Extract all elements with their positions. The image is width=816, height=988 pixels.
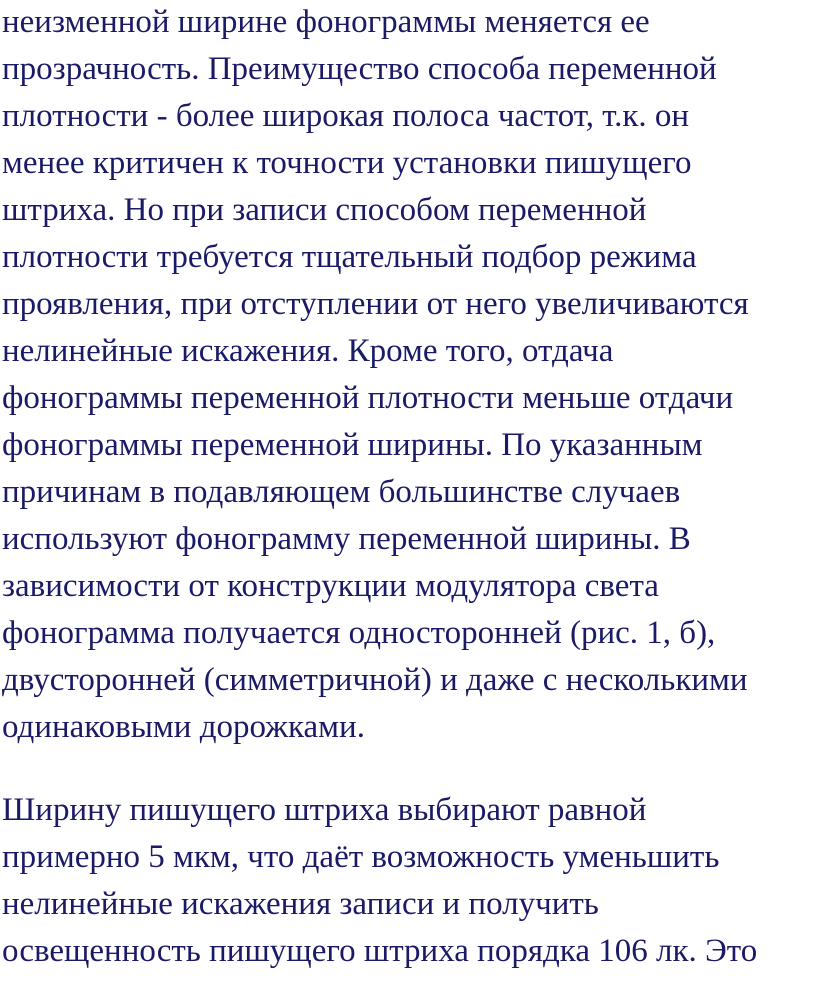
- paragraph-1-line: фонограмма получается односторонней (рис. 1, б),: [2, 615, 716, 651]
- paragraph-1-line: плотности требуется тщательный подбор режима: [2, 239, 697, 275]
- paragraph-1-line: фонограммы переменной плотности меньше отдачи: [2, 380, 734, 416]
- paragraph-1-line: проявления, при отступлении от него увеличиваются: [2, 286, 749, 322]
- paragraph-1-line: причинам в подавляющем большинстве случаев: [2, 474, 681, 510]
- paragraph-1-line: фонограммы переменной ширины. По указанным: [2, 427, 703, 463]
- paragraph-2-line: освещенность пишущего штриха порядка 106 лк. Это: [2, 933, 758, 969]
- paragraph-1-line: прозрачность. Преимущество способа переменной: [2, 51, 717, 87]
- paragraph-1-line: неизменной ширине фонограммы меняется ее: [2, 4, 650, 40]
- paragraph-1-line: двусторонней (симметричной) и даже с несколькими: [2, 662, 748, 698]
- paragraph-1-line: зависимости от конструкции модулятора света: [2, 568, 659, 604]
- paragraph-1-line: штриха. Но при записи способом переменной: [2, 192, 647, 228]
- paragraph-2-line: нелинейные искажения записи и получить: [2, 886, 599, 922]
- paragraph-1-line: плотности - более широкая полоса частот, т.к. он: [2, 98, 690, 134]
- paragraph-1-line: одинаковыми дорожками.: [2, 709, 365, 745]
- paragraph-1-line: используют фонограмму переменной ширины. В: [2, 521, 691, 557]
- paragraph-2-line: примерно 5 мкм, что даёт возможность уменьшить: [2, 839, 720, 875]
- paragraph-1-line: нелинейные искажения. Кроме того, отдача: [2, 333, 614, 369]
- paragraph-2-line: Ширину пишущего штриха выбирают равной: [2, 792, 647, 828]
- paragraph-1-line: менее критичен к точности установки пишущего: [2, 145, 692, 181]
